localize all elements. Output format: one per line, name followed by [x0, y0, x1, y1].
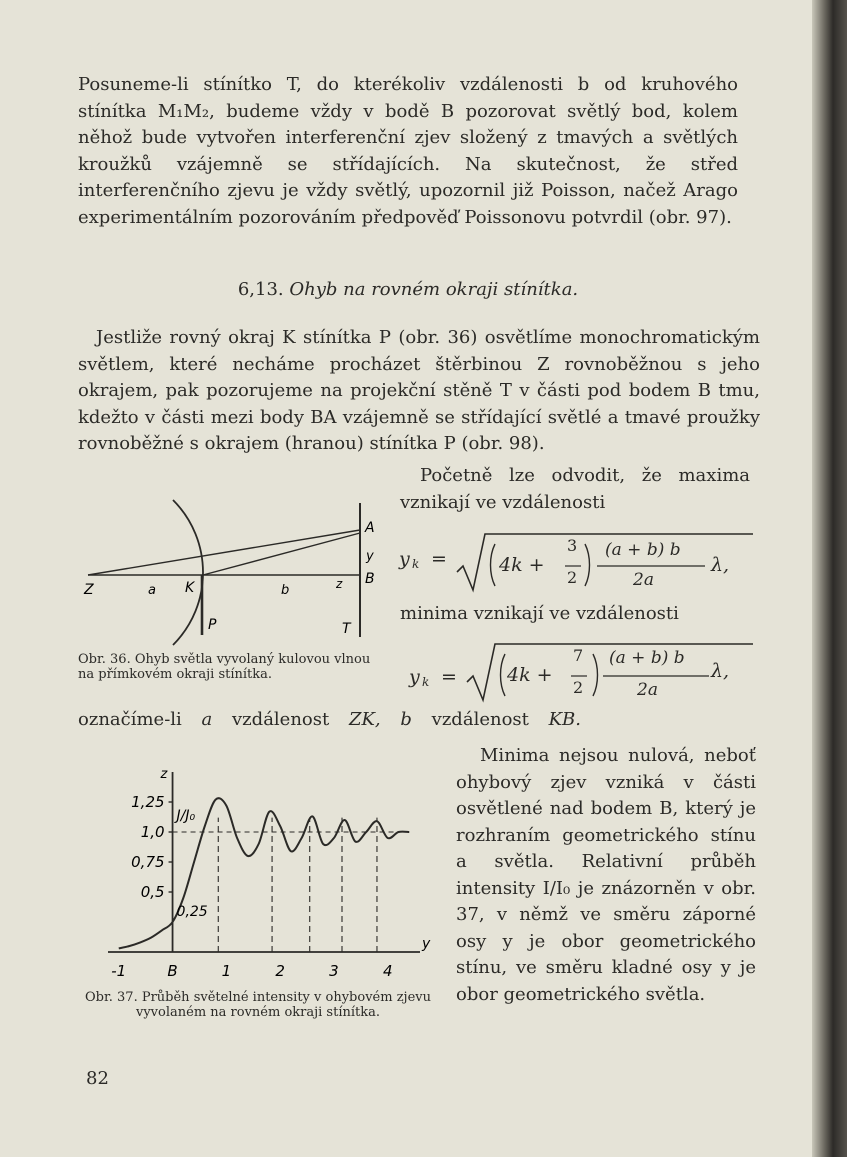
chart-y-tick-label: 0,75 — [131, 853, 165, 871]
paragraph-maxima: Početně lze odvodit, že maxima vznikají ve vzdálenosti — [400, 465, 750, 513]
chart-y-tick-label: 1,25 — [131, 793, 165, 811]
fig36-ray-upper — [88, 530, 360, 575]
formula-maxima-tail: λ, — [711, 554, 730, 576]
formula-minima-lhs: y — [409, 666, 420, 688]
p5-text-1: označíme-li — [78, 709, 182, 730]
p5-var-a: a — [201, 709, 213, 730]
fig36-label-K: K — [185, 580, 195, 596]
fig36-label-P: P — [208, 617, 217, 633]
paragraph-straight-edge: Jestliže rovný okraj K stínítka P (obr. 36) osvětlíme monochromatickým světlem, které necháme procházet štěrbinou Z rovnoběžnou s jeho okrajem, pak pozorujeme na projekční stěně T v části pod bodem B tmu, kdežto v části mezi body BA vzájemně se střídající světlé a tmavé proužky rovnoběžné s okrajem (hranou) stínítka P (obr. 98). — [78, 327, 760, 454]
formula-minima-sub: k — [422, 675, 430, 689]
fig36-label-y: y — [366, 549, 374, 564]
formula-maxima-term: 4k + — [499, 554, 545, 576]
formula-minima-term: 4k + — [507, 664, 553, 686]
formula-maxima-num: 3 — [567, 536, 578, 555]
caption-figure-36: Obr. 36. Ohyb světla vyvolaný kulovou vlnou na přímkovém okraji stínítka. — [78, 652, 371, 682]
chart-x-tick-label: B — [167, 962, 178, 980]
caption-figure-37: Obr. 37. Průběh světelné intensity v ohybovém zjevu vyvolaném na rovném okraji stínítka. — [85, 990, 431, 1020]
formula-maxima-eq: = — [431, 548, 447, 570]
chart-y-tick-label: 1,0 — [140, 823, 165, 841]
formula-minima-tail: λ, — [711, 660, 730, 682]
page-number: 82 — [86, 1068, 109, 1089]
fig36-wavefront-arc — [173, 500, 203, 645]
p5-text-2: vzdálenost — [232, 709, 330, 730]
chart-annotation-025: 0,25 — [176, 904, 208, 920]
chart-x-tick-label: 1 — [221, 962, 232, 980]
formula-minima-num: 7 — [573, 646, 584, 665]
formula-minima-frac-den: 2a — [637, 680, 658, 700]
formula-minima-frac-num: (a + b) b — [609, 648, 685, 668]
fig36-label-Z: Z — [84, 582, 94, 598]
paragraph-poisson: Posuneme-li stínítko T, do kterékoliv vzdálenosti b od kruhového stínítka M₁M₂, budeme vždy v bodě B pozorovat světlý bod, kolem něhož bude vytvořen interferenční zjev složený z tmavých a světlých kroužků vzájemně se střídajících. Na skutečnost, že střed interferenčního zjevu je vždy světlý, upozornil již Poisson, načež Arago experimentálním pozorováním předpověď Poissonovu potvrdil (obr. 97). — [78, 74, 738, 228]
formula-maxima-sub: k — [412, 557, 420, 571]
chart-y-axis-label: J/J₀ — [176, 808, 196, 824]
chart-y-tick-label: 0,5 — [140, 883, 165, 901]
paragraph-minima-not-zero: Minima nejsou nulová, neboť ohybový zjev vzniká v části osvětlené nad bodem B, který je rozhraním geometrického stínu a světla. Relativní průběh intensity I/I₀ je znázorněn v obr. 37, v němž ve směru záporné osy y je obor geometrického stínu, ve směru kladné osy y je obor geometrického světla. — [456, 745, 756, 1005]
paragraph-minima: minima vznikají ve vzdálenosti — [400, 603, 679, 624]
fig36-label-B: B — [365, 571, 375, 587]
p5-var-kb: KB. — [548, 709, 582, 730]
chart-x-tick-label: 3 — [329, 962, 339, 980]
formula-maxima-frac-den: 2a — [633, 570, 654, 590]
fig36-label-a: a — [148, 583, 156, 598]
fig36-label-A: A — [365, 520, 375, 536]
p5-var-zk: ZK, — [348, 709, 381, 730]
fig36-label-T: T — [342, 621, 351, 637]
fig36-label-z: z — [336, 577, 343, 591]
fig36-label-b: b — [281, 583, 290, 598]
figure-36 — [78, 495, 388, 655]
section-title: Ohyb na rovném okraji stínítka. — [289, 279, 579, 300]
intensity-curve — [119, 798, 409, 948]
formula-minima — [395, 630, 755, 700]
figure-37-intensity-chart — [80, 762, 440, 984]
chart-x-tick-label: -1 — [111, 962, 127, 980]
formula-maxima-frac-num: (a + b) b — [605, 540, 681, 560]
section-heading — [78, 279, 738, 300]
paragraph-definitions — [78, 707, 638, 734]
chart-z-label: z — [160, 767, 168, 782]
formula-maxima-den: 2 — [567, 568, 578, 587]
formula-minima-den: 2 — [573, 678, 584, 697]
section-number: 6,13. — [237, 279, 284, 300]
book-spine-shadow — [812, 0, 847, 1157]
formula-minima-eq: = — [441, 666, 457, 688]
formula-maxima — [395, 524, 755, 594]
formula-maxima-lhs: y — [399, 548, 410, 570]
chart-x-tick-label: 4 — [382, 962, 393, 980]
p5-text-3: vzdálenost — [431, 709, 529, 730]
fig36-ray-lower — [203, 533, 360, 575]
p5-var-b: b — [400, 709, 412, 730]
chart-x-axis-label: y — [422, 936, 431, 952]
chart-x-tick-label: 2 — [275, 962, 285, 980]
